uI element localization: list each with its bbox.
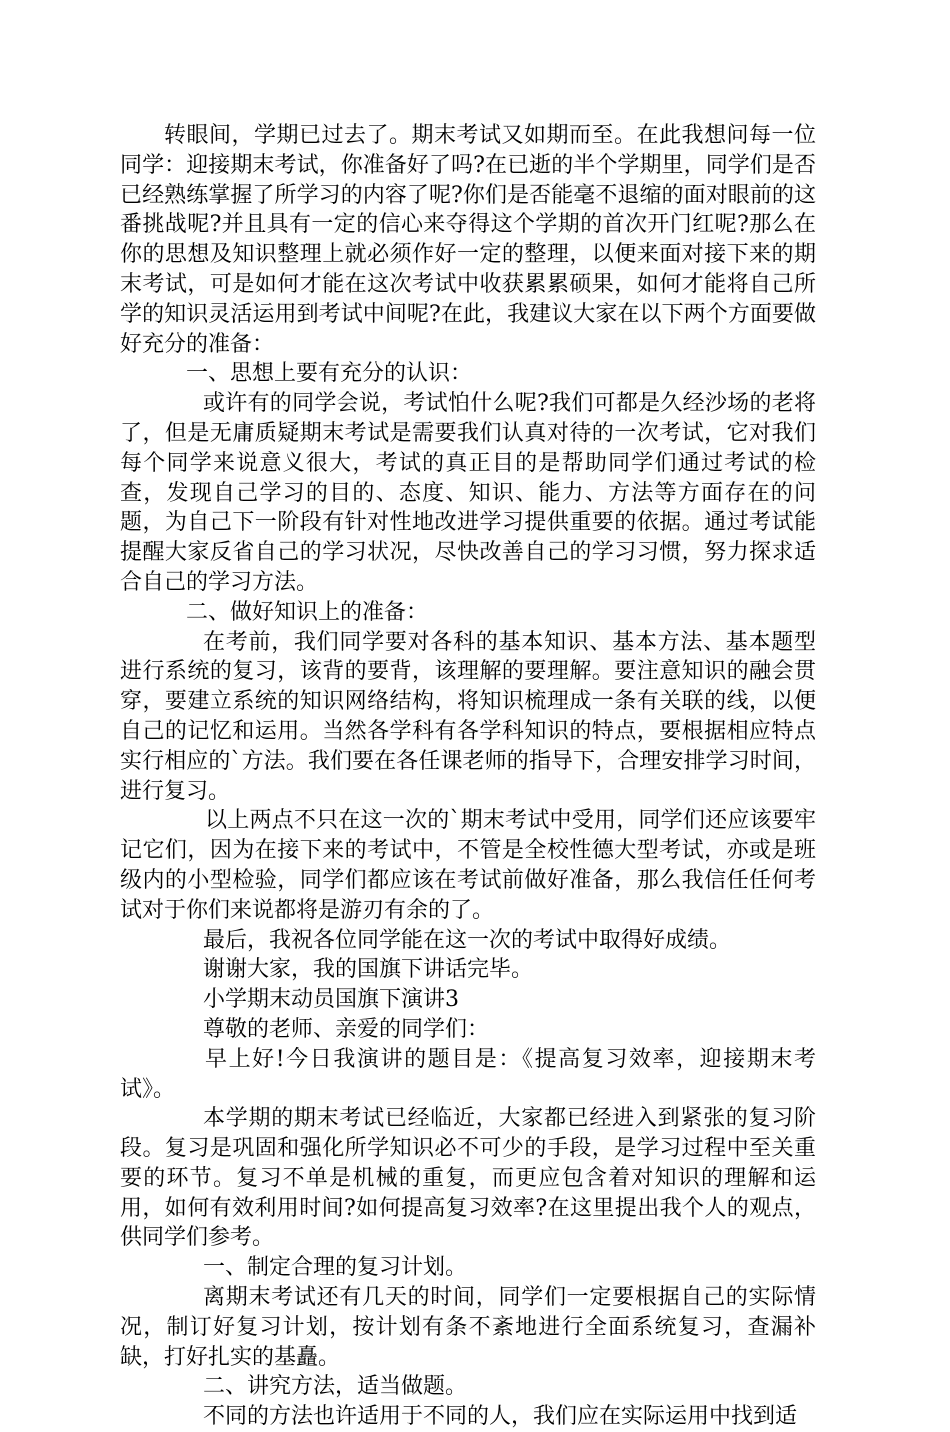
paragraph-thanks: 谢谢大家，我的国旗下讲话完毕。: [203, 957, 534, 983]
paragraph-review-intro: 本学期的期末考试已经临近，大家都已经进入到紧张的复习阶段。复习是巩固和强化所学知识必不可少的手段，是学习过程中至关重要的环节。复习不单是机械的重复，而更应包含着对知识的理解和运用，如何有效利用时间?如何提高复习效率?在这里提出我个人的观点，供同学们参考。: [120, 1106, 816, 1251]
heading-knowledge: 二、做好知识上的准备：: [186, 599, 429, 625]
paragraph-mindset: 或许有的同学会说，考试怕什么呢?我们可都是久经沙场的老将了，但是无庸质疑期末考试是需要我们认真对待的一次考试，它对我们每个同学来说意义很大，考试的真正目的是帮助同学们通过考试的检查，发现自己学习的目的、态度、知识、能力、方法等方面存在的问题，为自己下一阶段有针对性地改进学习提供重要的依据。通过考试能提醒大家反省自己的学习状况，尽快改善自己的学习习惯，努力探求适合自己的学习方法。: [120, 391, 816, 595]
paragraph-wishes: 最后，我祝各位同学能在这一次的考试中取得好成绩。: [203, 927, 732, 953]
heading-method: 二、讲究方法，适当做题。: [203, 1374, 468, 1400]
paragraph-knowledge: 在考前，我们同学要对各科的基本知识、基本方法、基本题型进行系统的复习，该背的要背，该理解的要理解。要注意知识的融会贯穿，要建立系统的知识网络结构，将知识梳理成一条有关联的线，以便自己的记忆和运用。当然各学科有各学科知识的特点，要根据相应特点实行相应的`方法。我们要在各任课老师的指导下，合理安排学习时间，进行复习。: [120, 629, 816, 804]
paragraph-plan: 离期末考试还有几天的时间，同学们一定要根据自己的实际情况，制订好复习计划，按计划有条不紊地进行全面系统复习，查漏补缺，打好扎实的基矗。: [120, 1285, 816, 1370]
speech-title: 小学期末动员国旗下演讲3: [203, 987, 459, 1013]
paragraph-intro: 转眼间，学期已过去了。期末考试又如期而至。在此我想问每一位同学：迎接期末考试，你准备好了吗?在已逝的半个学期里，同学们是否已经熟练掌握了所学习的内容了呢?你们是否能毫不退缩的面对眼前的这番挑战呢?并且具有一定的信心来夺得这个学期的首次开门红呢?那么在你的思想及知识整理上就必须作好一定的整理，以便来面对接下来的期末考试，可是如何才能在这次考试中收获累累硕果，如何才能将自己所学的知识灵活运用到考试中间呢?在此，我建议大家在以下两个方面要做好充分的准备：: [120, 123, 816, 357]
heading-plan: 一、制定合理的复习计划。: [203, 1255, 468, 1281]
document-body: [120, 121, 816, 1432]
heading-mindset: 一、思想上要有充分的认识：: [186, 361, 473, 387]
paragraph-method: 不同的方法也许适用于不同的人，我们应在实际运用中找到适: [203, 1404, 798, 1430]
paragraph-summary: 以上两点不只在这一次的`期末考试中受用，同学们还应该要牢记它们，因为在接下来的考试中，不管是全校性德大型考试，亦或是班级内的小型检验，同学们都应该在考试前做好准备，那么我信任任何考试对于你们来说都将是游刃有余的了。: [120, 808, 816, 923]
salutation: 尊敬的老师、亲爱的同学们：: [203, 1016, 490, 1042]
paragraph-greeting: 早上好!今日我演讲的题目是：《提高复习效率，迎接期末考试》。: [120, 1046, 816, 1102]
